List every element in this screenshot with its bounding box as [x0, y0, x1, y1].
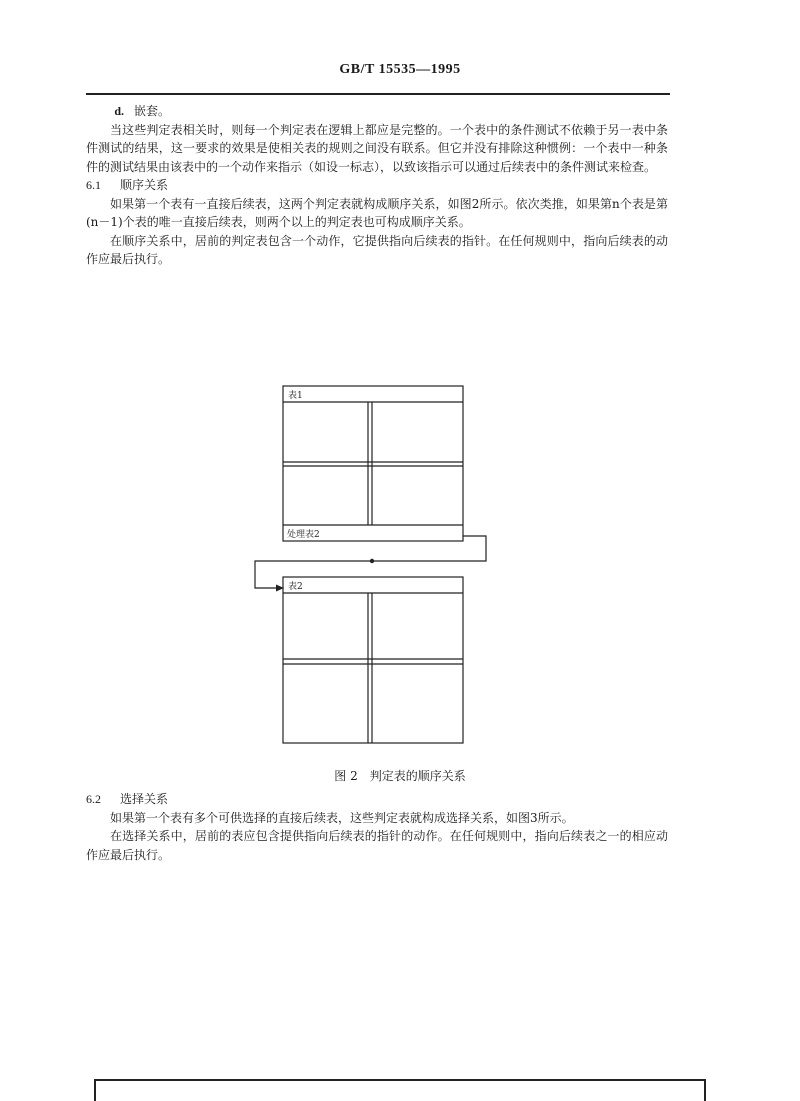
section-number: 6.1: [86, 178, 101, 192]
section-number: 6.2: [86, 792, 101, 806]
table-1-frame: [283, 386, 463, 541]
paragraph: 在选择关系中，居前的表应包含提供指向后续表的指针的动作。在任何规则中，指向后续表之一的相应动作应最后执行。: [86, 829, 668, 862]
section-title: 选择关系: [120, 792, 169, 806]
figure-caption: 图 2 判定表的顺序关系: [334, 769, 466, 783]
list-item-text: 嵌套。: [134, 104, 171, 118]
section-heading: [86, 790, 668, 809]
table-2: [283, 577, 463, 743]
paragraph: 在顺序关系中，居前的判定表包含一个动作，它提供指向后续表的指针。在任何规则中，指向后续表的动作应最后执行。: [86, 233, 668, 266]
section-title: 顺序关系: [120, 178, 169, 192]
text-block-lower: [86, 790, 668, 864]
paragraph: 当这些判定表相关时，则每一个判定表在逻辑上都应是完整的。一个表中的条件测试不依赖于另一表中条件测试的结果，这一要求的效果是使相关表的规则之间没有联系。但它并没有排除这种惯例：一个表中一种条件的测试结果由该表中的一个动作来指示（如设一标志），以致该指示可以通过后续表中的条件测试来检查。: [86, 122, 668, 174]
connector-dot: [370, 559, 374, 563]
table-1: [283, 386, 463, 541]
footer-frame: [94, 1079, 706, 1101]
process-table-2-label: 处理表2: [287, 530, 320, 540]
table-2-label: 表2: [288, 582, 303, 592]
list-item-label: d.: [114, 104, 124, 118]
table-2-frame: [283, 577, 463, 743]
page-header: GB/T 15535—1995: [339, 62, 461, 77]
paragraph: 如果第一个表有一直接后续表，这两个判定表就构成顺序关系，如图2所示。依次类推，如果第n个表是第(n－1)个表的唯一直接后续表，则两个以上的判定表也可构成顺序关系。: [86, 196, 668, 229]
paragraph: 如果第一个表有多个可供选择的直接后续表，这些判定表就构成选择关系，如图3所示。: [110, 810, 574, 825]
table-1-label: 表1: [288, 391, 303, 401]
